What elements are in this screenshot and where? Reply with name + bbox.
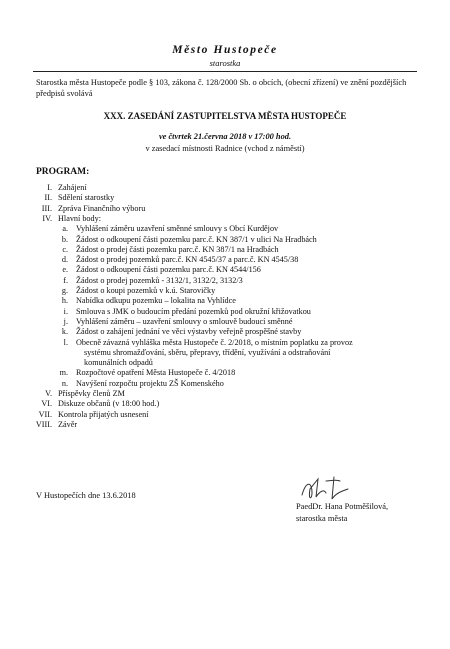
program-subitem-letter: g. bbox=[61, 286, 68, 295]
program-subitem-continuation: komunálních odpadů bbox=[84, 358, 153, 368]
program-subitem-text: Smlouva s JMK o budoucím předání pozemků pod okružní křižovatkou bbox=[76, 306, 311, 316]
program-subitem-text: Navýšení rozpočtu projektu ZŠ Komenského bbox=[76, 378, 224, 388]
program-item-text: Kontrola přijatých usnesení bbox=[58, 409, 149, 419]
program-subitem-letter: h. bbox=[61, 296, 68, 306]
program-subitem-letter: j. bbox=[63, 316, 68, 326]
program-subitem-text: Vyhlášení záměru – uzavření smlouvy o smlouvě budoucí směnné bbox=[76, 316, 293, 326]
program-subitem-continuation: systému shromažďování, sběru, přepravy, třídění, využívání a odstraňování bbox=[84, 347, 331, 357]
program-item-number: VIII. bbox=[35, 419, 52, 429]
program-subitem-letter: m. bbox=[59, 368, 68, 378]
program-item-text: Zpráva Finančního výboru bbox=[58, 203, 146, 213]
program-item-number: IV. bbox=[42, 213, 52, 223]
program-subitem-letter: i. bbox=[63, 306, 68, 316]
program-subitem-letter: n. bbox=[61, 378, 68, 388]
meeting-datetime: ve čtvrtek 21.června 2018 v 17:00 hod. bbox=[158, 132, 292, 141]
program-subitem-letter: d. bbox=[61, 255, 68, 265]
program-subitem-text: Nabídka odkupu pozemku – lokalita na Vyhlídce bbox=[76, 296, 236, 306]
municipality-title: Město Hustopeče bbox=[172, 44, 278, 56]
program-item-number: V. bbox=[45, 389, 52, 398]
program-subitem-text: Žádost o prodej pozemků - 3132/1, 3132/2, 3132/3 bbox=[76, 275, 243, 285]
program-subitem-letter: k. bbox=[61, 327, 68, 337]
program-item-number: II. bbox=[44, 193, 52, 203]
signature-mark bbox=[296, 475, 356, 505]
signer-role: starostka města bbox=[296, 514, 348, 523]
program-item-text: Zahájení bbox=[58, 183, 87, 192]
program-subitem-text: Žádost o odkoupení části pozemku parc.č. KN 387/1 v ulici Na Hradbách bbox=[76, 234, 317, 244]
program-item-number: III. bbox=[41, 203, 52, 213]
program-subitem-letter: c. bbox=[62, 244, 68, 254]
meeting-title: XXX. ZASEDÁNÍ ZASTUPITELSTVA MĚSTA HUSTOPEČE bbox=[103, 111, 347, 121]
place-date: V Hustopečích dne 13.6.2018 bbox=[36, 491, 136, 500]
program-item-text: Diskuze občanů (v 18:00 hod.) bbox=[58, 399, 160, 409]
program-item-number: I. bbox=[47, 183, 52, 192]
program-heading: PROGRAM: bbox=[36, 167, 90, 177]
program-subitem-letter: a. bbox=[62, 224, 68, 234]
program-item-text: Hlavní body: bbox=[58, 213, 101, 223]
program-subitem-text: Vyhlášení záměru uzavření směnné smlouvy s Obcí Kurdějov bbox=[76, 224, 279, 234]
municipality-subtitle: starostka bbox=[209, 58, 241, 68]
program-item-text: Příspěvky členů ZM bbox=[58, 389, 125, 398]
program-subitem-letter: e. bbox=[62, 265, 68, 275]
program-subitem-text: Žádost o zahájení jednání ve věci výstavby veřejně prospěšné stavby bbox=[76, 327, 302, 337]
program-item-number: VII. bbox=[38, 409, 52, 419]
program-item-number: VI. bbox=[41, 399, 52, 409]
program-subitem-text: Žádost o koupi pozemků v k.ú. Starovičky bbox=[76, 286, 216, 295]
program-subitem-letter: f. bbox=[63, 275, 68, 285]
program-item-text: Závěr bbox=[58, 419, 78, 429]
program-subitem-text: Rozpočtové opatření Města Hustopeče č. 4/2018 bbox=[76, 368, 236, 378]
program-subitem-text: Obecně závazná vyhláška města Hustopeče č. 2/2018, o místním poplatku za provoz bbox=[76, 337, 353, 347]
program-item-text: Sdělení starostky bbox=[58, 193, 115, 203]
program-subitem-text: Žádost o prodej části pozemku parc.č. KN 387/1 na Hradbách bbox=[76, 244, 279, 254]
meeting-location: v zasedací místnosti Radnice (vchod z náměstí) bbox=[145, 144, 305, 153]
program-subitem-letter: b. bbox=[61, 234, 68, 244]
signer-name: PaedDr. Hana Potměšilová, bbox=[296, 502, 389, 511]
intro-paragraph: Starostka města Hustopeče podle § 103, zákona č. 128/2000 Sb. o obcích, (obecní zřízení) ve znění pozdějších předpisů svolává bbox=[36, 78, 407, 98]
program-subitem-text: Žádost o odkoupení části pozemku parc.č. KN 4544/156 bbox=[76, 265, 261, 275]
program-subitem-text: Žádost o prodej pozemků parc.č. KN 4545/37 a parc.č. KN 4545/38 bbox=[76, 255, 299, 265]
program-subitem-letter: l. bbox=[63, 337, 68, 347]
